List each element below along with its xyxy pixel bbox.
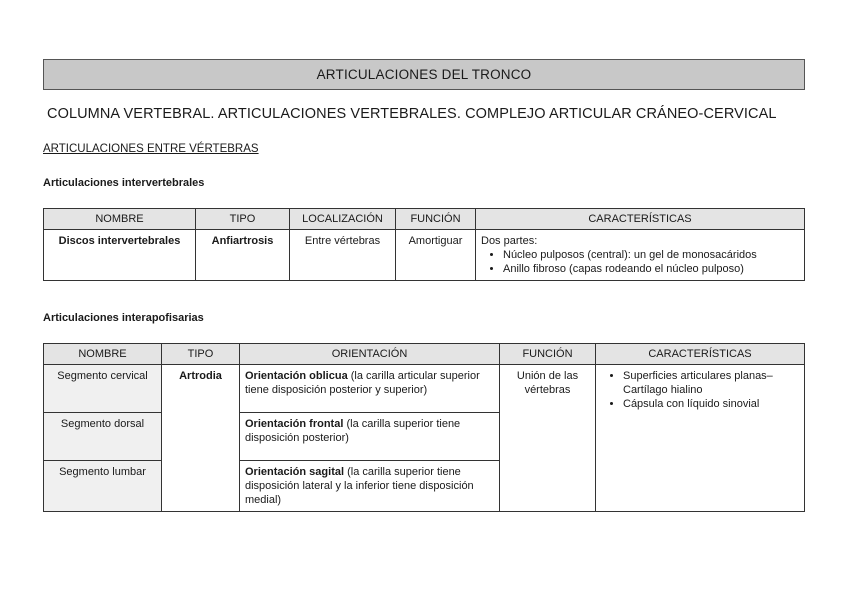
orientacion-label: Orientación sagital bbox=[245, 466, 345, 478]
cell-orientacion bbox=[240, 461, 500, 512]
cell-orientacion bbox=[240, 413, 500, 461]
cell-funcion: Unión de las vértebras bbox=[500, 365, 596, 512]
orientacion-label: Orientación frontal bbox=[245, 418, 344, 430]
cell-tipo: Artrodia bbox=[162, 365, 240, 512]
orientacion-detail: (la carilla superior tiene disposición lateral y la inferior tiene disposición medial) bbox=[245, 466, 474, 506]
section-heading-link[interactable]: ARTICULACIONES ENTRE VÉRTEBRAS bbox=[43, 143, 259, 155]
caracteristicas-list bbox=[601, 369, 799, 411]
list-item: • Superficies articulares planas–Cartílago hialino bbox=[623, 369, 799, 397]
cell-caracteristicas bbox=[476, 230, 805, 281]
list-item: • Anillo fibroso (capas rodeando el núcleo pulposo) bbox=[503, 262, 799, 276]
list-item: • Núcleo pulposos (central): un gel de monosacáridos bbox=[503, 248, 799, 262]
table-header-row bbox=[44, 344, 805, 365]
document-banner-title: ARTICULACIONES DEL TRONCO bbox=[43, 59, 805, 90]
header-tipo: TIPO bbox=[162, 344, 240, 365]
cell-nombre: Segmento cervical bbox=[44, 365, 162, 413]
cell-funcion: Amortiguar bbox=[396, 230, 476, 281]
cell-nombre: Segmento lumbar bbox=[44, 461, 162, 512]
header-caracteristicas: CARACTERÍSTICAS bbox=[476, 209, 805, 230]
cell-nombre: Segmento dorsal bbox=[44, 413, 162, 461]
interapofisarias-heading: Articulaciones interapofisarias bbox=[43, 312, 204, 324]
table-row bbox=[44, 230, 805, 281]
header-funcion: FUNCIÓN bbox=[500, 344, 596, 365]
intervertebral-table bbox=[43, 208, 805, 281]
header-tipo: TIPO bbox=[196, 209, 290, 230]
cell-caracteristicas bbox=[596, 365, 805, 512]
intervertebral-heading: Articulaciones intervertebrales bbox=[43, 177, 205, 189]
table-row bbox=[44, 365, 805, 413]
orientacion-label: Orientación oblicua bbox=[245, 370, 348, 382]
header-orientacion: ORIENTACIÓN bbox=[240, 344, 500, 365]
caracteristicas-intro: Dos partes: bbox=[481, 235, 538, 247]
header-localizacion: LOCALIZACIÓN bbox=[290, 209, 396, 230]
list-item: • Cápsula con líquido sinovial bbox=[623, 397, 799, 411]
header-funcion: FUNCIÓN bbox=[396, 209, 476, 230]
interapofisarias-table bbox=[43, 343, 805, 512]
document-subtitle: COLUMNA VERTEBRAL. ARTICULACIONES VERTEBRALES. COMPLEJO ARTICULAR CRÁNEO-CERVICAL bbox=[47, 106, 777, 122]
header-nombre: NOMBRE bbox=[44, 344, 162, 365]
header-caracteristicas: CARACTERÍSTICAS bbox=[596, 344, 805, 365]
cell-tipo: Anfiartrosis bbox=[196, 230, 290, 281]
orientacion-detail: (la carilla articular superior tiene disposición posterior y superior) bbox=[245, 370, 480, 396]
cell-orientacion bbox=[240, 365, 500, 413]
cell-localizacion: Entre vértebras bbox=[290, 230, 396, 281]
table-header-row bbox=[44, 209, 805, 230]
header-nombre: NOMBRE bbox=[44, 209, 196, 230]
orientacion-detail: (la carilla superior tiene disposición posterior) bbox=[245, 418, 461, 444]
cell-nombre: Discos intervertebrales bbox=[44, 230, 196, 281]
caracteristicas-list bbox=[481, 248, 799, 276]
